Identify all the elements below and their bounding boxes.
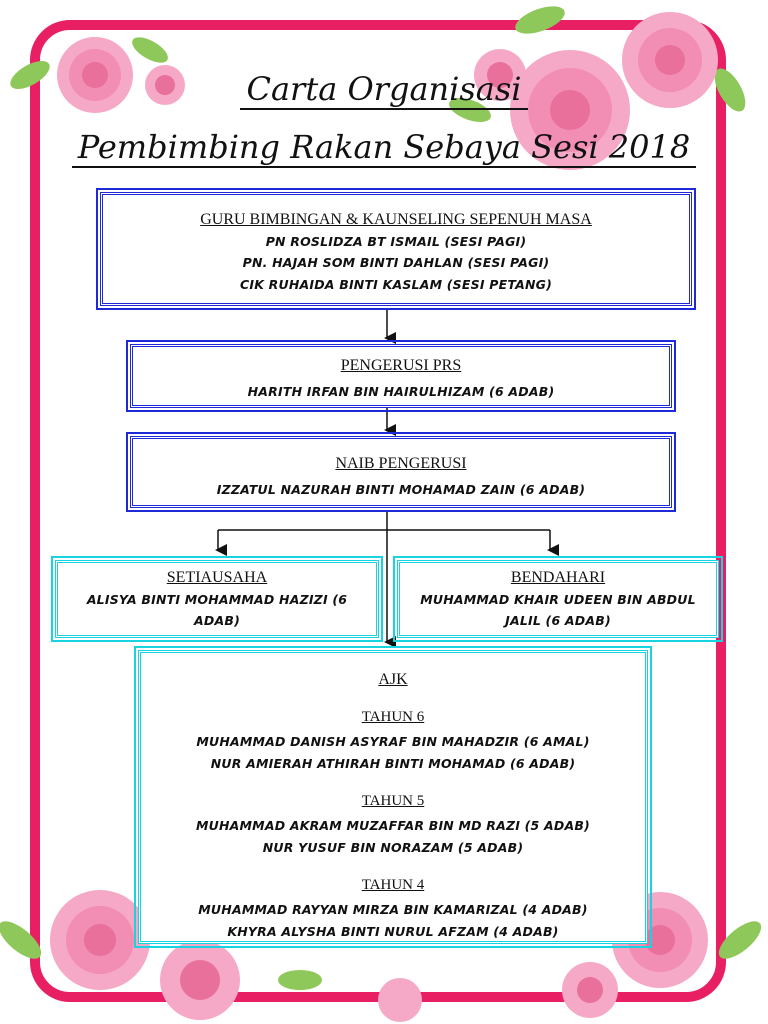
pengerusi-box <box>130 344 672 408</box>
ajk-member: MUHAMMAD RAYYAN MIRZA BIN KAMARIZAL (4 ADAB) <box>198 901 588 917</box>
chart-title-line1: Carta Organisasi <box>0 70 768 108</box>
ajk-member: MUHAMMAD DANISH ASYRAF BIN MAHADZIR (6 AMAL) <box>196 733 590 749</box>
guru-name: PN ROSLIDZA BT ISMAIL (SESI PAGI) <box>265 233 527 249</box>
chart-title-line2: Pembimbing Rakan Sebaya Sesi 2018 <box>0 128 768 166</box>
pengerusi-heading: PENGERUSI PRS <box>340 357 462 374</box>
tahun-6-label: TAHUN 6 <box>361 708 425 725</box>
tahun-4-label: TAHUN 4 <box>361 876 425 893</box>
ajk-box <box>138 650 648 944</box>
ajk-member: KHYRA ALYSHA BINTI NURUL AFZAM (4 ADAB) <box>227 923 559 939</box>
guru-name: PN. HAJAH SOM BINTI DAHLAN (SESI PAGI) <box>242 255 550 271</box>
pengerusi-name: HARITH IRFAN BIN HAIRULHIZAM (6 ADAB) <box>247 383 555 399</box>
ajk-member: MUHAMMAD AKRAM MUZAFFAR BIN MD RAZI (5 ADAB) <box>196 817 590 833</box>
ajk-member: NUR YUSUF BIN NORAZAM (5 ADAB) <box>262 839 524 855</box>
naib-name: IZZATUL NAZURAH BINTI MOHAMAD ZAIN (6 ADAB) <box>216 481 586 497</box>
bendahari-box <box>397 560 719 638</box>
guru-name: CIK RUHAIDA BINTI KASLAM (SESI PETANG) <box>239 277 552 293</box>
naib-heading: NAIB PENGERUSI <box>335 455 467 472</box>
guru-box <box>100 192 692 306</box>
tahun-5-label: TAHUN 5 <box>361 792 425 809</box>
bendahari-name: MUHAMMAD KHAIR UDEEN BIN ABDUL JALIL (6 ADAB) <box>420 591 696 629</box>
setiausaha-box <box>55 560 379 638</box>
naib-pengerusi-box <box>130 436 672 508</box>
ajk-member: NUR AMIERAH ATHIRAH BINTI MOHAMAD (6 ADAB) <box>210 755 576 771</box>
setiausaha-name: ALISYA BINTI MOHAMMAD HAZIZI (6 ADAB) <box>86 591 348 629</box>
setiausaha-heading: SETIAUSAHA <box>166 569 268 586</box>
guru-heading: GURU BIMBINGAN & KAUNSELING SEPENUH MASA <box>200 211 592 228</box>
bendahari-heading: BENDAHARI <box>510 569 606 586</box>
ajk-heading: AJK <box>378 671 408 688</box>
